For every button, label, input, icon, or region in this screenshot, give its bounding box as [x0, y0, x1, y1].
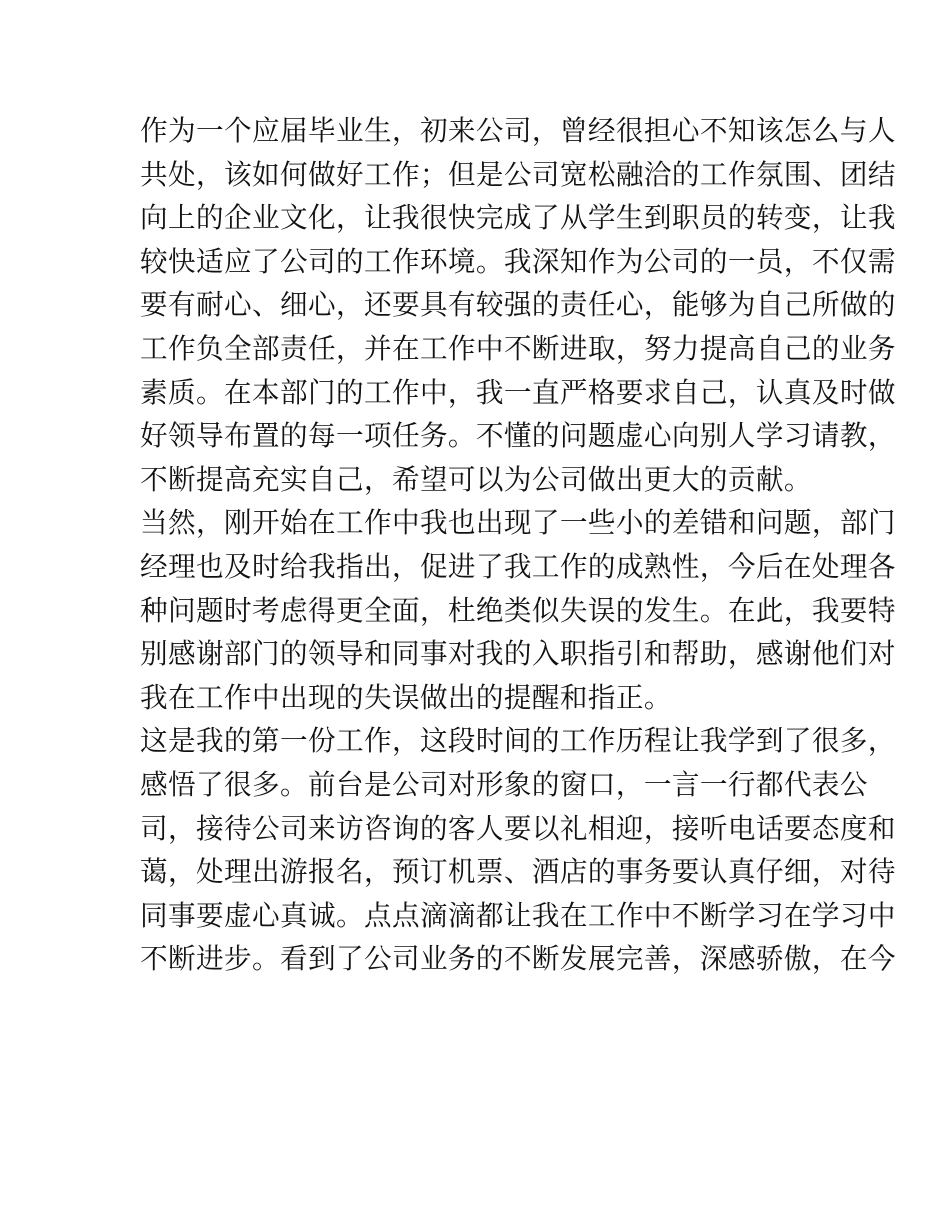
text-line: 共处，该如何做好工作；但是公司宽松融洽的工作氛围、团结 [140, 157, 896, 191]
text-line: 不断提高充实自己，希望可以为公司做出更大的贡献。 [140, 462, 812, 496]
text-line: 素质。在本部门的工作中，我一直严格要求自己，认真及时做 [140, 375, 896, 409]
text-line: 我在工作中出现的失误做出的提醒和指正。 [140, 680, 672, 714]
text-line: 工作负全部责任，并在工作中不断进取，努力提高自己的业务 [140, 331, 896, 365]
paragraph-1 [140, 109, 896, 501]
text-line: 较快适应了公司的工作环境。我深知作为公司的一员，不仅需 [140, 244, 896, 278]
paragraph-3 [140, 719, 896, 981]
text-line: 蔼，处理出游报名，预订机票、酒店的事务要认真仔细，对待 [140, 855, 896, 889]
text-line: 同事要虚心真诚。点点滴滴都让我在工作中不断学习在学习中 [140, 898, 896, 932]
text-line: 不断进步。看到了公司业务的不断发展完善，深感骄傲，在今 [140, 942, 896, 976]
text-line: 作为一个应届毕业生，初来公司，曾经很担心不知该怎么与人 [140, 114, 896, 147]
text-line: 司，接待公司来访咨询的客人要以礼相迎，接听电话要态度和 [140, 811, 896, 845]
text-line: 这是我的第一份工作，这段时间的工作历程让我学到了很多， [140, 724, 896, 758]
text-line: 向上的企业文化，让我很快完成了从学生到职员的转变，让我 [140, 201, 896, 235]
text-line: 当然，刚开始在工作中我也出现了一些小的差错和问题，部门 [140, 506, 896, 540]
text-line: 好领导布置的每一项任务。不懂的问题虚心向别人学习请教， [140, 419, 896, 453]
text-line: 感悟了很多。前台是公司对形象的窗口，一言一行都代表公 [140, 767, 868, 801]
document-body [140, 109, 896, 981]
text-line: 要有耐心、细心，还要具有较强的责任心，能够为自己所做的 [140, 288, 896, 322]
paragraph-2 [140, 501, 896, 719]
text-line: 经理也及时给我指出，促进了我工作的成熟性，今后在处理各 [140, 549, 896, 583]
text-line: 别感谢部门的领导和同事对我的入职指引和帮助，感谢他们对 [140, 637, 896, 671]
text-line: 种问题时考虑得更全面，杜绝类似失误的发生。在此，我要特 [140, 593, 896, 627]
